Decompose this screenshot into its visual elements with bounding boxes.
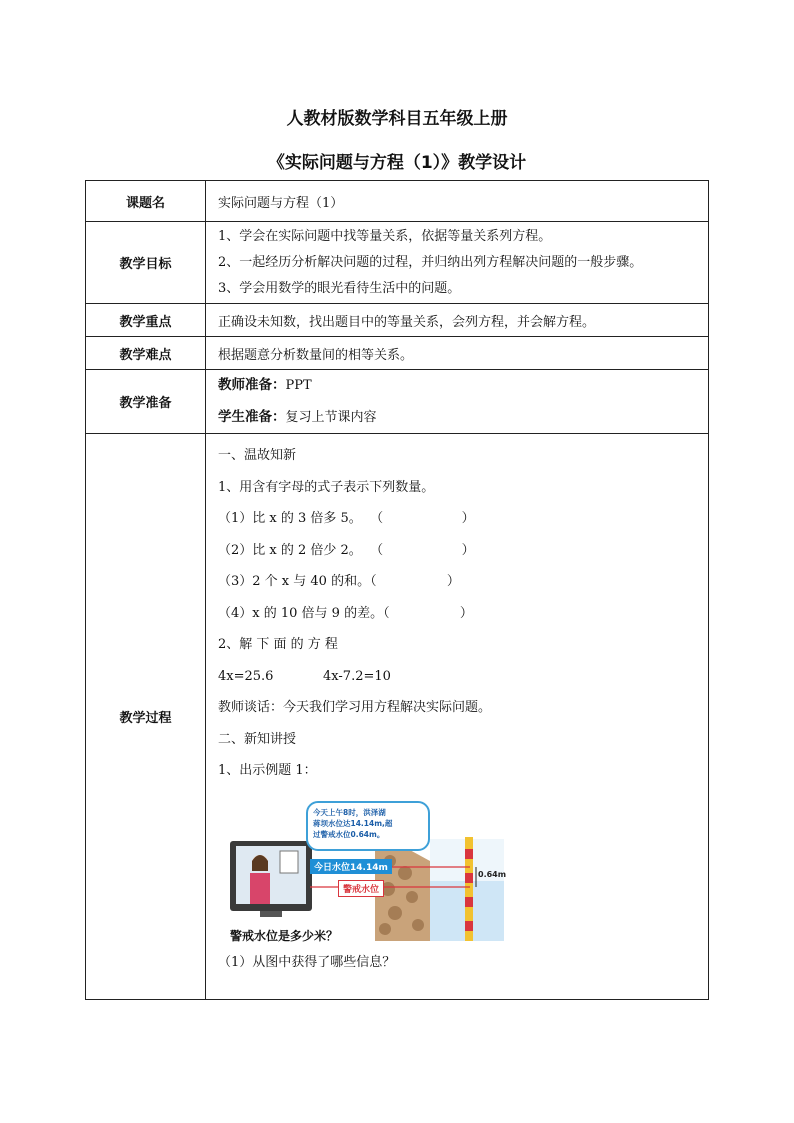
speech-bubble: 今天上午8时，洪泽湖 蒋坝水位达14.14m,超 过警戒水位0.64m。 bbox=[306, 801, 430, 851]
tv-stand bbox=[260, 911, 282, 917]
row-label-process: 教学过程 bbox=[86, 434, 206, 1000]
process-line: （2）比 x 的 2 倍少 2。 （ ） bbox=[218, 542, 475, 558]
tv-sign bbox=[280, 851, 298, 873]
process-line: 二、新知讲授 bbox=[218, 731, 297, 747]
table-row bbox=[86, 304, 709, 337]
goal-item: 2、一起经历分析解决问题的过程，并归纳出列方程解决问题的一般步骤。 bbox=[218, 254, 643, 270]
row-label-goals: 教学目标 bbox=[86, 222, 206, 304]
teacher-prep bbox=[218, 370, 708, 402]
key-value: 正确设未知数，找出题目中的等量关系，会列方程，并会解方程。 bbox=[206, 304, 709, 337]
student-prep bbox=[218, 402, 708, 434]
process-line: 1、出示例题 1： bbox=[218, 763, 317, 778]
process-line: 4x=25.6 4x-7.2=10 bbox=[218, 668, 391, 684]
process-cell bbox=[206, 434, 709, 1000]
process-line: （4）x 的 10 倍与 9 的差。（ ） bbox=[218, 605, 473, 621]
process-line: （1）比 x 的 3 倍多 5。 （ ） bbox=[218, 511, 475, 526]
table-row bbox=[86, 181, 709, 222]
teacher-prep-label: 教师准备： bbox=[218, 377, 286, 393]
table-row bbox=[86, 434, 709, 1000]
row-label-key: 教学重点 bbox=[86, 304, 206, 337]
process-line: 一、温故知新 bbox=[218, 448, 297, 463]
table-row bbox=[86, 222, 709, 304]
student-prep-value: 复习上节课内容 bbox=[285, 409, 377, 425]
example-illustration bbox=[230, 801, 508, 941]
teacher-prep-value: PPT bbox=[285, 378, 312, 393]
today-level-tag: 今日水位14.14m bbox=[310, 859, 392, 874]
process-line: （3）2 个 x 与 40 的和。（ ） bbox=[218, 574, 460, 589]
goal-item: 3、学会用数学的眼光看待生活中的问题。 bbox=[218, 280, 461, 296]
table-row bbox=[86, 337, 709, 370]
goals-cell bbox=[206, 222, 709, 304]
process-line: 2、解 下 面 的 方 程 bbox=[218, 637, 338, 652]
topic-value: 实际问题与方程（1） bbox=[206, 181, 709, 222]
process-line: 1、用含有字母的式子表示下列数量。 bbox=[218, 479, 435, 495]
document-title: 人教材版数学科目五年级上册 bbox=[286, 109, 508, 129]
illustration-question: 警戒水位是多少米？ bbox=[230, 928, 339, 943]
goal-item: 1、学会在实际问题中找等量关系，依据等量关系列方程。 bbox=[218, 228, 552, 244]
table-row bbox=[86, 370, 709, 434]
row-label-topic: 课题名 bbox=[86, 181, 206, 222]
row-label-difficulty: 教学难点 bbox=[86, 337, 206, 370]
difference-label: 0.64m bbox=[478, 869, 507, 879]
document-subtitle: 《实际问题与方程（1）》教学设计 bbox=[267, 153, 527, 173]
row-label-prep: 教学准备 bbox=[86, 370, 206, 434]
lesson-plan-table bbox=[85, 180, 709, 1000]
process-line: 教师谈话：今天我们学习用方程解决实际问题。 bbox=[218, 700, 492, 715]
presenter-body bbox=[250, 873, 270, 904]
student-prep-label: 学生准备： bbox=[218, 408, 286, 425]
warning-level-tag: 警戒水位 bbox=[338, 880, 384, 897]
process-line: （1）从图中获得了哪些信息？ bbox=[218, 954, 396, 970]
prep-cell bbox=[206, 370, 709, 434]
difficulty-value: 根据题意分析数量间的相等关系。 bbox=[206, 337, 709, 370]
